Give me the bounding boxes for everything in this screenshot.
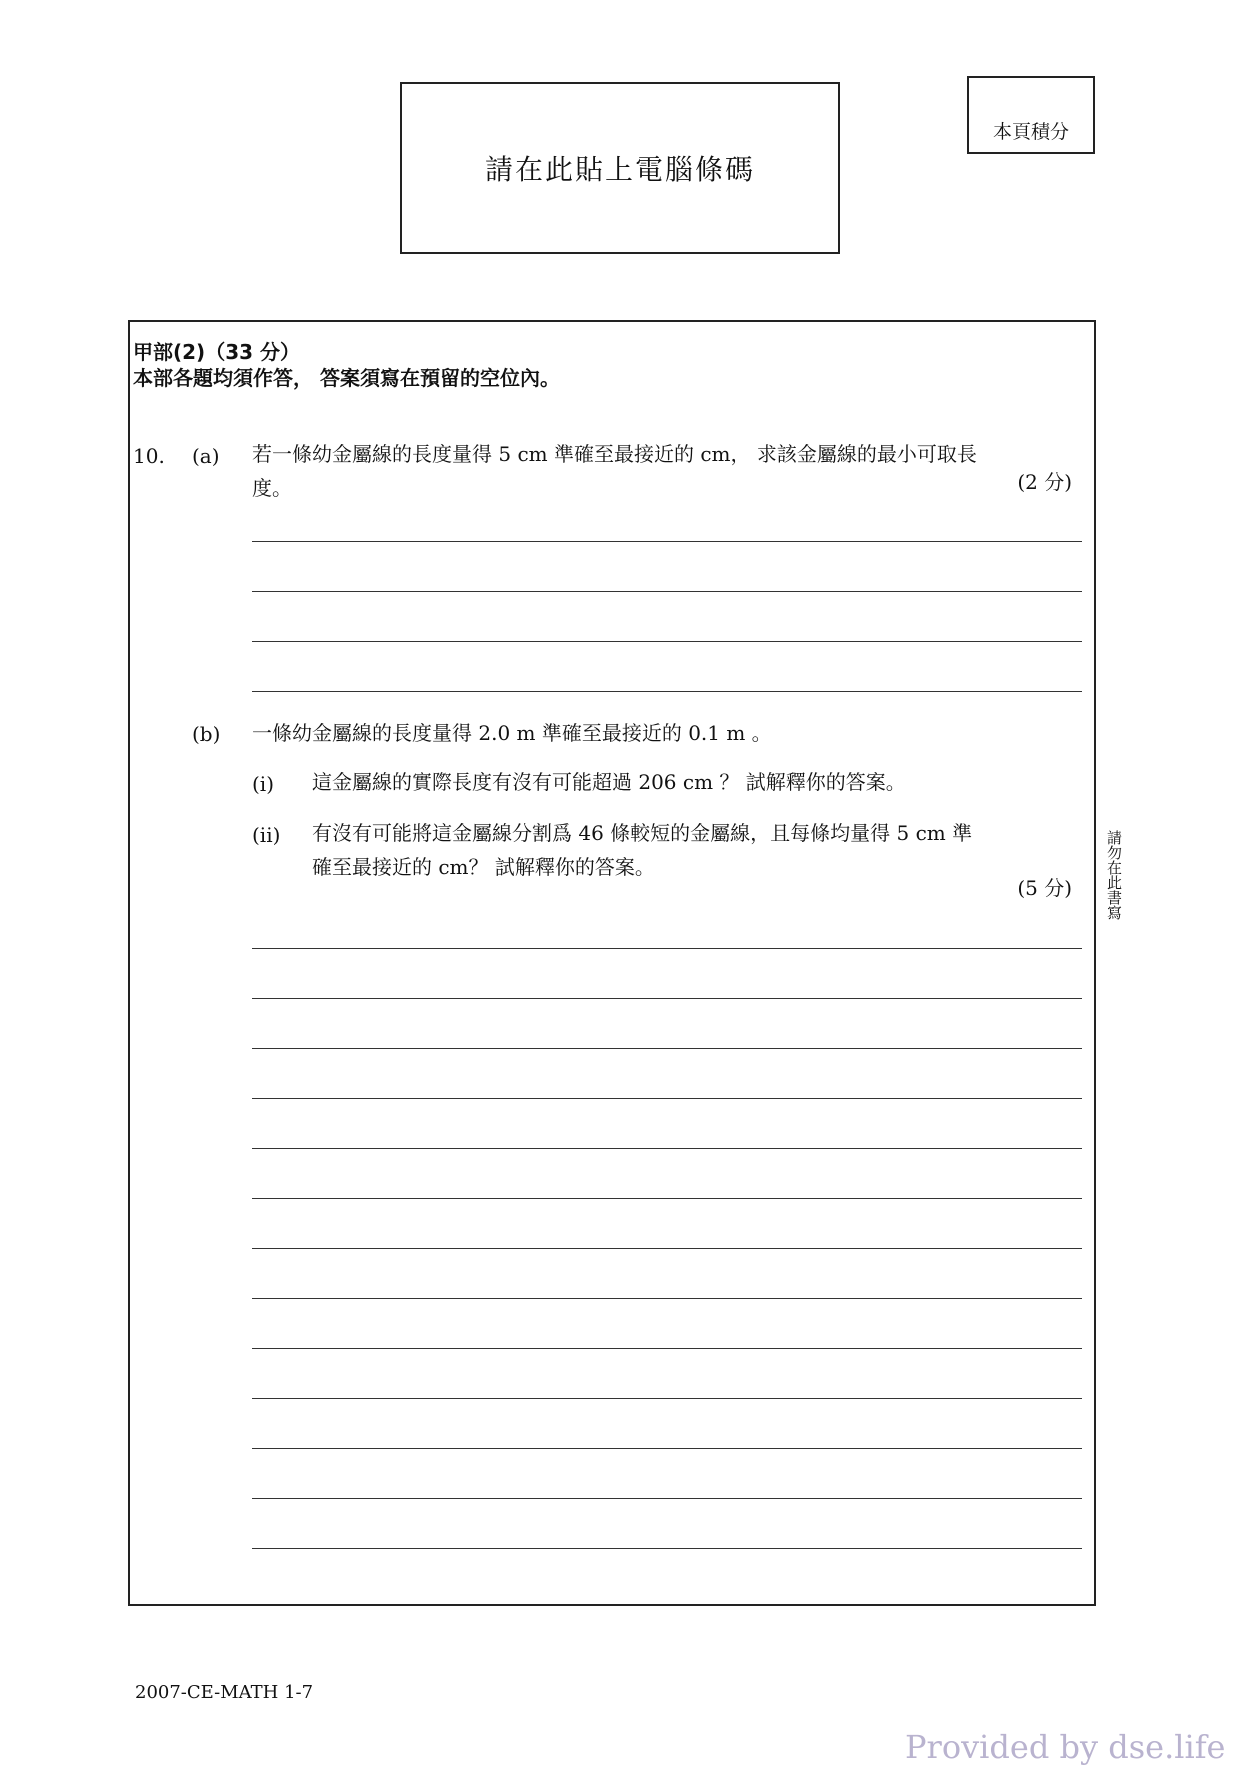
watermark: Provided by dse.life bbox=[905, 1728, 1226, 1766]
answer-line bbox=[252, 641, 1082, 642]
answer-line bbox=[252, 1498, 1082, 1499]
question-number: 10. bbox=[133, 444, 165, 468]
part-b-label: (b) bbox=[192, 722, 221, 746]
part-b-ii-label: (ii) bbox=[252, 823, 281, 847]
answer-line bbox=[252, 1348, 1082, 1349]
answer-line bbox=[252, 1248, 1082, 1249]
answer-line bbox=[252, 1398, 1082, 1399]
part-b-text: 一條幼金屬線的長度量得 2.0 m 準確至最接近的 0.1 m 。 bbox=[252, 721, 772, 745]
answer-line bbox=[252, 1298, 1082, 1299]
answer-line bbox=[252, 948, 1082, 949]
part-b-i-label: (i) bbox=[252, 772, 275, 796]
part-b-ii-text-line1: 有沒有可能將這金屬線分割爲 46 條較短的金屬線，且每條均量得 5 cm 準 bbox=[312, 821, 973, 845]
barcode-label: 請在此貼上電腦條碼 bbox=[484, 153, 755, 186]
paper-code: 2007-CE-MATH 1-7 bbox=[135, 1682, 314, 1703]
answer-line bbox=[252, 1448, 1082, 1449]
answer-frame bbox=[128, 320, 1096, 1606]
section-title: 甲部(2)（33 分） bbox=[133, 340, 300, 364]
answer-line bbox=[252, 998, 1082, 999]
page-score-box bbox=[967, 76, 1095, 154]
answer-line bbox=[252, 691, 1082, 692]
answer-line bbox=[252, 1548, 1082, 1549]
answer-line bbox=[252, 541, 1082, 542]
part-b-marks: (5 分) bbox=[1017, 876, 1072, 900]
section-instruction: 本部各題均須作答， 答案須寫在預留的空位內。 bbox=[133, 366, 560, 390]
answer-line bbox=[252, 1098, 1082, 1099]
answer-line bbox=[252, 1148, 1082, 1149]
part-a-text-line2: 度。 bbox=[252, 476, 292, 500]
page-score-label: 本頁積分 bbox=[992, 121, 1069, 143]
answer-line bbox=[252, 1198, 1082, 1199]
side-note: 請勿在此書寫 bbox=[1105, 830, 1123, 920]
answer-line bbox=[252, 1048, 1082, 1049]
part-a-text-line1: 若一條幼金屬線的長度量得 5 cm 準確至最接近的 cm， 求該金屬線的最小可取長 bbox=[252, 442, 977, 466]
barcode-box bbox=[400, 82, 840, 254]
part-b-ii-text-line2: 確至最接近的 cm？ 試解釋你的答案。 bbox=[312, 855, 655, 879]
part-a-marks: (2 分) bbox=[1017, 470, 1072, 494]
part-a-label: (a) bbox=[192, 444, 220, 468]
part-b-i-text: 這金屬線的實際長度有沒有可能超過 206 cm ？ 試解釋你的答案。 bbox=[312, 770, 906, 794]
answer-line bbox=[252, 591, 1082, 592]
